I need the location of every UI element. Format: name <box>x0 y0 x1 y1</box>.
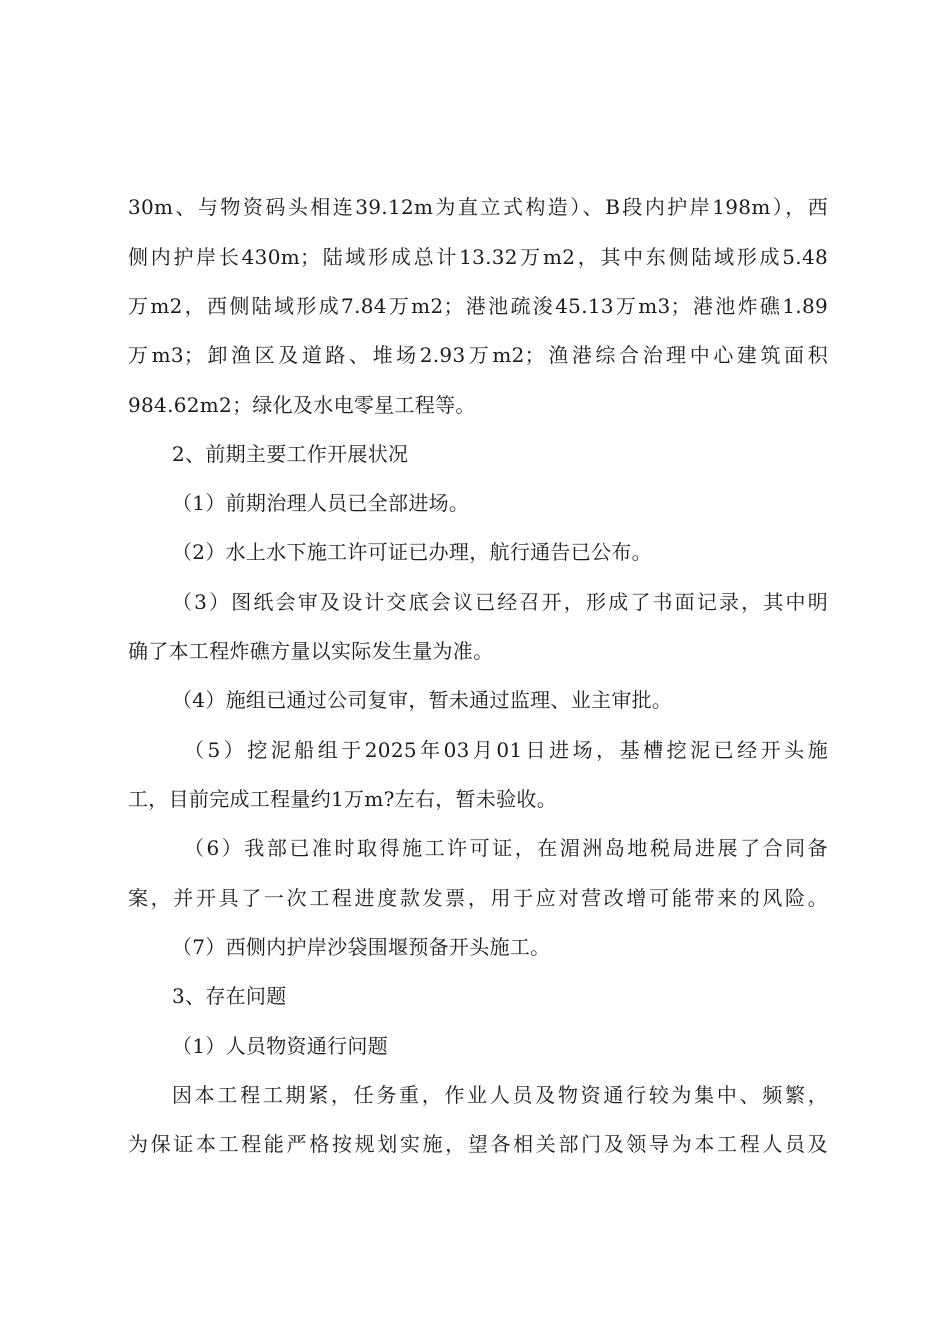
paragraph-line-2: 为保证本工程能严格按规划实施，望各相关部门及领导为本工程人员及 <box>128 1132 828 1156</box>
list-item-2: （2）水上水下施工许可证已办理，航行通告已公布。 <box>172 540 652 564</box>
text-line-5: 984.62m2；绿化及水电零星工程等。 <box>128 393 476 417</box>
text-line-2: 侧内护岸长430m；陆域形成总计13.32万m2，其中东侧陆域形成5.48 <box>128 245 828 269</box>
paragraph-line-1: 因本工程工期紧，任务重，作业人员及物资通行较为集中、频繁， <box>172 1083 828 1107</box>
list-item-7: （7）西侧内护岸沙袋围堰预备开头施工。 <box>172 935 551 959</box>
list-item-5-line-2: 工，目前完成工程量约1万m?左右，暂未验收。 <box>128 787 558 811</box>
list-item-6-line-2: 案，并开具了一次工程进度款发票，用于应对营改增可能带来的风险。 <box>128 886 828 910</box>
list-item-6-line-1: （6）我部已准时取得施工许可证，在湄洲岛地税局进展了合同备 <box>184 836 828 860</box>
section-heading-2: 2、前期主要工作开展状况 <box>172 442 409 466</box>
section-heading-3: 3、存在问题 <box>172 984 287 1008</box>
subsection-heading-1: （1）人员物资通行问题 <box>172 1034 389 1058</box>
list-item-5-line-1: （5）挖泥船组于2025年03月01日进场，基槽挖泥已经开头施 <box>184 738 828 762</box>
list-item-1: （1）前期治理人员已全部进场。 <box>172 491 470 515</box>
list-item-3-line-2: 确了本工程炸礁方量以实际发生量为准。 <box>128 639 494 663</box>
list-item-3-line-1: （3）图纸会审及设计交底会议已经召开，形成了书面记录，其中明 <box>172 590 828 614</box>
text-line-3: 万m2，西侧陆域形成7.84万m2；港池疏浚45.13万m3；港池炸礁1.89 <box>128 294 828 318</box>
list-item-4: （4）施组已通过公司复审，暂未通过监理、业主审批。 <box>172 688 673 712</box>
text-line-4: 万m3；卸渔区及道路、堆场2.93万m2；渔港综合治理中心建筑面积 <box>128 343 828 367</box>
text-line-1: 30m、与物资码头相连39.12m为直立式构造）、B段内护岸198m），西 <box>128 195 828 219</box>
